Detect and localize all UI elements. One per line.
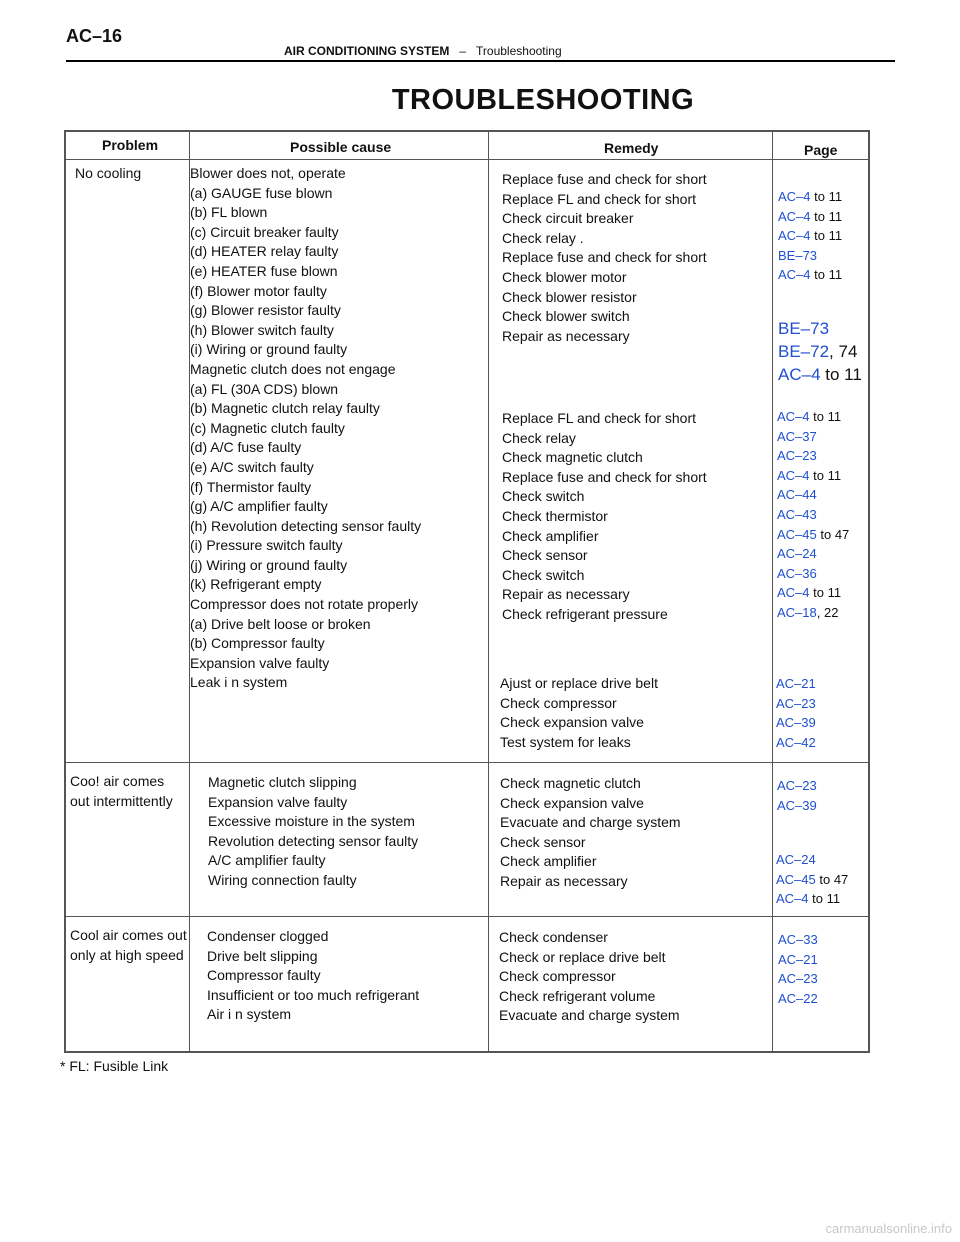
- remedy-line: Check relay .: [502, 229, 584, 246]
- remedy-line: Check sensor: [500, 833, 586, 850]
- troubleshooting-table: [64, 130, 870, 1053]
- remedy-line: Check circuit breaker: [502, 210, 634, 227]
- page-ref[interactable]: AC–4 to 11: [777, 467, 842, 483]
- column-header-cause: Possible cause: [290, 139, 392, 155]
- cause-line: (f) Blower motor faulty: [190, 282, 327, 299]
- header-separator: –: [459, 44, 467, 58]
- remedy-line: Check amplifier: [502, 527, 599, 544]
- page-ref[interactable]: AC–37: [777, 428, 817, 444]
- page-ref[interactable]: AC–39: [777, 797, 817, 813]
- cause-line: (a) FL (30A CDS) blown: [190, 380, 339, 397]
- cause-line: Expansion valve faulty: [208, 793, 348, 810]
- page-ref[interactable]: AC–36: [777, 565, 817, 581]
- remedy-line: Repair as necessary: [502, 586, 630, 603]
- cause-line: Magnetic clutch slipping: [208, 774, 357, 790]
- header-row-divider: [66, 159, 868, 160]
- page-ref[interactable]: BE–73: [778, 247, 818, 263]
- remedy-line: Check expansion valve: [500, 714, 644, 731]
- page-ref[interactable]: AC–24: [777, 546, 817, 562]
- page-ref[interactable]: AC–4 to 11: [778, 228, 843, 244]
- cause-line: Compressor does not rotate properly: [190, 596, 418, 613]
- cause-line: Leak i n system: [190, 674, 288, 691]
- subsection-title: Troubleshooting: [476, 44, 562, 58]
- remedy-line: Check blower switch: [502, 308, 630, 325]
- column-header-remedy: Remedy: [604, 140, 659, 156]
- remedy-line: Check switch: [502, 488, 585, 505]
- row-divider: [66, 762, 868, 763]
- section-title: AIR CONDITIONING SYSTEM: [284, 44, 450, 58]
- problem-line: only at high speed: [70, 946, 184, 963]
- remedy-line: Check amplifier: [500, 853, 597, 870]
- page-ref[interactable]: AC–42: [776, 734, 816, 750]
- cause-line: Compressor faulty: [207, 967, 321, 984]
- page-ref[interactable]: AC–4 to 11: [777, 585, 842, 601]
- remedy-line: Check relay: [502, 429, 576, 446]
- remedy-line: Replace fuse and check for short: [502, 249, 707, 266]
- page-ref[interactable]: AC–4 to 11: [778, 267, 843, 283]
- page-ref[interactable]: AC–45 to 47: [777, 526, 850, 542]
- cause-line: Magnetic clutch does not engage: [190, 360, 396, 377]
- remedy-line: Check sensor: [502, 547, 588, 564]
- cause-line: Blower does not, operate: [190, 165, 346, 181]
- page-ref-group: [777, 776, 817, 815]
- cause-cell: [208, 773, 418, 891]
- problem-line: Coo! air comes: [70, 773, 165, 789]
- remedy-line: Evacuate and charge system: [500, 814, 681, 831]
- page-ref[interactable]: AC–23: [777, 778, 817, 793]
- cause-line: (k) Refrigerant empty: [190, 576, 322, 593]
- cause-line: (i) Wiring or ground faulty: [190, 341, 348, 358]
- remedy-line: Replace FL and check for short: [502, 410, 697, 426]
- page-ref[interactable]: AC–4 to 11: [778, 208, 843, 224]
- cause-line: Drive belt slipping: [207, 947, 318, 964]
- page-ref-group: [778, 187, 842, 285]
- watermark: carmanualsonline.info: [825, 1221, 952, 1236]
- remedy-line: Check compressor: [500, 694, 617, 711]
- cause-line: (d) A/C fuse faulty: [190, 439, 302, 456]
- cause-line: (h) Blower switch faulty: [190, 321, 334, 338]
- remedy-line: Check thermistor: [502, 507, 608, 524]
- problem-cell: [70, 772, 173, 811]
- cause-line: (c) Circuit breaker faulty: [190, 223, 339, 240]
- page-ref-group: [778, 317, 862, 386]
- row-divider: [66, 916, 868, 917]
- remedy-line: Replace fuse and check for short: [502, 468, 707, 485]
- page-ref[interactable]: AC–22: [778, 990, 818, 1006]
- cause-line: (f) Thermistor faulty: [190, 478, 312, 495]
- page-ref-group: [778, 930, 818, 1008]
- cause-line: (a) GAUGE fuse blown: [190, 184, 333, 201]
- cause-line: Excessive moisture in the system: [208, 813, 415, 830]
- cause-line: (b) FL blown: [190, 204, 268, 221]
- page-ref[interactable]: AC–24: [776, 852, 816, 867]
- page-ref[interactable]: AC–39: [776, 715, 816, 731]
- cause-cell: [190, 164, 421, 693]
- column-divider: [488, 132, 489, 1051]
- cause-line: Air i n system: [207, 1006, 292, 1023]
- page-ref[interactable]: AC–33: [778, 932, 818, 947]
- cause-line: Wiring connection faulty: [208, 871, 357, 888]
- cause-cell: [207, 927, 419, 1025]
- remedy-line: Check switch: [502, 566, 585, 583]
- page-ref[interactable]: AC–4 to 11: [777, 409, 842, 424]
- cause-line: (h) Revolution detecting sensor faulty: [190, 517, 422, 534]
- remedy-line: Check blower motor: [502, 268, 627, 285]
- page-ref-group: [776, 674, 816, 752]
- page-ref[interactable]: AC–45 to 47: [776, 871, 849, 887]
- remedy-line: Repair as necessary: [500, 872, 628, 889]
- running-header: [284, 44, 562, 58]
- problem-line: Cool air comes out: [70, 927, 187, 943]
- cause-line: (g) Blower resistor faulty: [190, 302, 341, 319]
- cause-line: (a) Drive belt loose or broken: [190, 615, 371, 632]
- cause-line: (b) Compressor faulty: [190, 635, 325, 652]
- remedy-line: Check refrigerant volume: [499, 987, 656, 1004]
- remedy-group: [502, 409, 707, 625]
- page-ref[interactable]: AC–23: [777, 448, 817, 464]
- page-ref[interactable]: AC–21: [778, 951, 818, 967]
- remedy-line: Repair as necessary: [502, 327, 630, 344]
- page-ref-group: [777, 407, 849, 623]
- cause-line: A/C amplifier faulty: [208, 852, 326, 869]
- page-ref[interactable]: AC–23: [776, 695, 816, 711]
- page-ref[interactable]: AC–18, 22: [777, 604, 839, 620]
- page-ref[interactable]: AC–43: [777, 506, 817, 522]
- cause-line: (j) Wiring or ground faulty: [190, 556, 348, 573]
- page-ref[interactable]: BE–73: [778, 319, 830, 338]
- header-rule: [66, 60, 895, 62]
- cause-line: (b) Magnetic clutch relay faulty: [190, 400, 380, 417]
- remedy-group: [500, 674, 658, 752]
- column-header-problem: Problem: [102, 137, 159, 153]
- remedy-line: Check compressor: [499, 968, 616, 985]
- remedy-group: [502, 170, 707, 346]
- remedy-line: Check magnetic clutch: [500, 775, 641, 791]
- remedy-line: Ajust or replace drive belt: [500, 675, 658, 691]
- page-title: TROUBLESHOOTING: [391, 84, 695, 116]
- column-divider: [772, 132, 773, 1051]
- cause-line: (g) A/C amplifier faulty: [190, 498, 328, 515]
- remedy-line: Check condenser: [499, 929, 608, 945]
- remedy-group: [500, 774, 681, 892]
- page-ref[interactable]: AC–4 to 11: [776, 891, 841, 907]
- remedy-line: Replace fuse and check for short: [502, 171, 707, 187]
- remedy-line: Replace FL and check for short: [502, 190, 697, 207]
- remedy-line: Check refrigerant pressure: [502, 605, 668, 622]
- cause-line: Condenser clogged: [207, 928, 329, 944]
- footnote: * FL: Fusible Link: [60, 1058, 169, 1074]
- page-ref[interactable]: AC–44: [777, 487, 817, 503]
- cause-line: (e) A/C switch faulty: [190, 458, 314, 475]
- cause-line: (e) HEATER fuse blown: [190, 262, 338, 279]
- remedy-line: Check blower resistor: [502, 288, 637, 305]
- remedy-line: Test system for leaks: [500, 733, 631, 750]
- problem-line: No cooling: [75, 165, 142, 181]
- remedy-line: Check expansion valve: [500, 794, 644, 811]
- cause-line: Expansion valve faulty: [190, 654, 330, 671]
- remedy-line: Check or replace drive belt: [499, 948, 666, 965]
- page-ref[interactable]: AC–21: [776, 676, 816, 691]
- cause-line: (c) Magnetic clutch faulty: [190, 419, 345, 436]
- remedy-line: Evacuate and charge system: [499, 1007, 680, 1024]
- page-ref-group: [776, 850, 848, 909]
- column-header-page: Page: [804, 142, 838, 158]
- page-ref[interactable]: AC–4 to 11: [778, 365, 862, 384]
- page-ref[interactable]: AC–4 to 11: [778, 189, 843, 204]
- cause-line: Insufficient or too much refrigerant: [207, 986, 420, 1003]
- cause-line: (d) HEATER relay faulty: [190, 243, 339, 260]
- problem-cell: [75, 164, 141, 184]
- problem-line: out intermittently: [70, 792, 173, 809]
- cause-line: (i) Pressure switch faulty: [190, 537, 343, 554]
- page-number: AC–16: [66, 26, 123, 46]
- problem-cell: [70, 926, 187, 965]
- remedy-group: [499, 928, 680, 1026]
- page-ref[interactable]: BE–72, 74: [778, 342, 858, 361]
- cause-line: Revolution detecting sensor faulty: [208, 832, 419, 849]
- remedy-line: Check magnetic clutch: [502, 449, 643, 466]
- page-ref[interactable]: AC–23: [778, 971, 818, 987]
